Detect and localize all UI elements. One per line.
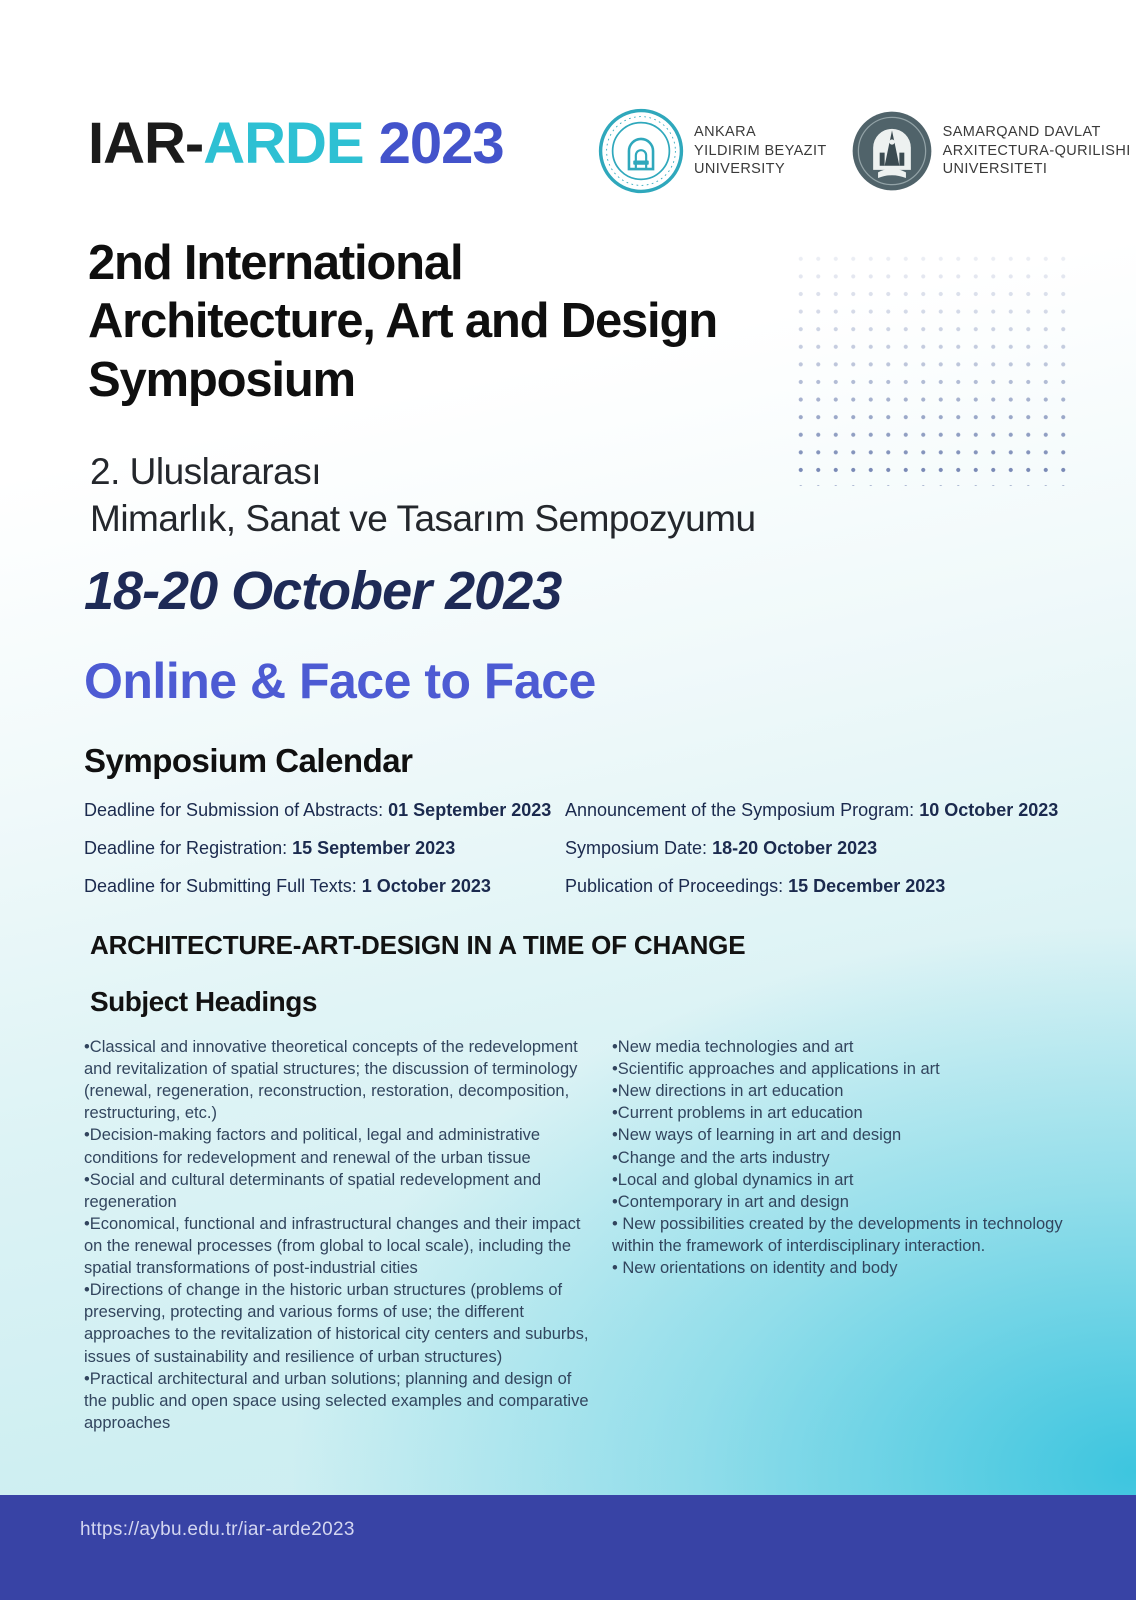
samgasu-university-seal-icon: [851, 110, 933, 192]
aybu-university-seal-icon: [598, 108, 684, 194]
calendar-label: Deadline for Submission of Abstracts:: [84, 800, 389, 820]
title-line2: Architecture, Art and Design: [88, 294, 717, 349]
partner-aybu-line3: UNIVERSITY: [694, 161, 786, 178]
brand-wordmark: [88, 110, 504, 177]
brand-part-iar: IAR-: [88, 111, 204, 176]
calendar-row: [84, 838, 554, 859]
calendar-row: [565, 838, 1085, 859]
brand-part-year: 2023: [363, 111, 504, 176]
subject-item: •Social and cultural determinants of spatial redevelopment and regeneration: [84, 1170, 542, 1211]
calendar-column-right: [565, 800, 1085, 914]
calendar-label: Announcement of the Symposium Program:: [565, 800, 920, 820]
poster-title: [88, 234, 717, 409]
calendar-row: [84, 876, 554, 897]
partner-samgasu-line1: SAMARQAND DAVLAT: [942, 123, 1101, 140]
subject-item: •Current problems in art education: [612, 1104, 863, 1123]
theme-heading: ARCHITECTURE-ART-DESIGN IN A TIME OF CHANGE: [90, 930, 746, 960]
calendar-value: 01 September 2023: [388, 800, 552, 820]
partner-aybu-name: [694, 123, 827, 180]
partner-samgasu: [851, 110, 1131, 192]
calendar-row: [565, 800, 1085, 821]
subjects-heading: Subject Headings: [90, 986, 317, 1017]
subject-item: •New ways of learning in art and design: [612, 1126, 902, 1145]
footer-bar: [0, 1495, 1136, 1600]
partner-logos: [598, 108, 1131, 194]
partner-samgasu-line3: UNIVERSITETI: [942, 161, 1048, 178]
partner-samgasu-name: [943, 123, 1131, 180]
calendar-heading: Symposium Calendar: [84, 742, 413, 779]
subtitle-line1: 2. Uluslararası: [90, 451, 322, 492]
calendar-row: [565, 876, 1085, 897]
subject-item: •Practical architectural and urban solutions; planning and design of the public and open space using selected examples and comparative approaches: [84, 1369, 589, 1432]
calendar-value: 18-20 October 2023: [712, 838, 878, 858]
subject-item: • New possibilities created by the developments in technology within the framework of interdisciplinary interaction.: [612, 1214, 1063, 1255]
calendar-row: [84, 800, 554, 821]
subject-item: • New orientations on identity and body: [612, 1259, 898, 1278]
calendar-column-left: [84, 800, 554, 914]
subject-item: •Economical, functional and infrastructural changes and their impact on the renewal processes (from global to local scale), including the spatial transformations of post-industrial cities: [84, 1214, 581, 1278]
event-dates: 18-20 October 2023: [84, 561, 562, 621]
subject-list-left: [84, 1036, 592, 1434]
poster-subtitle-turkish: [90, 448, 756, 543]
brand-part-arde: ARDE: [203, 111, 364, 176]
title-line3: Symposium: [88, 352, 355, 407]
subject-item: •Change and the arts industry: [612, 1148, 830, 1167]
subject-item: •Local and global dynamics in art: [612, 1170, 854, 1189]
subject-item: •Scientific approaches and applications in art: [612, 1060, 940, 1079]
calendar-label: Deadline for Registration:: [84, 838, 293, 858]
calendar-label: Publication of Proceedings:: [565, 876, 789, 896]
subject-item: •Decision-making factors and political, legal and administrative conditions for redevelopment and renewal of the urban tissue: [84, 1126, 541, 1167]
subject-item: •New directions in art education: [612, 1082, 844, 1101]
title-line1: 2nd International: [88, 236, 463, 290]
calendar-value: 1 October 2023: [361, 876, 491, 896]
subject-item: •New media technologies and art: [612, 1038, 854, 1056]
calendar-value: 15 September 2023: [292, 838, 456, 858]
partner-samgasu-line2: ARXITECTURA-QURILISHI: [942, 142, 1131, 159]
symposium-url: https://aybu.edu.tr/iar-arde2023: [80, 1519, 355, 1540]
partner-aybu-line1: ANKARA: [694, 123, 757, 140]
calendar-label: Symposium Date:: [565, 838, 713, 858]
partner-aybu: [598, 108, 827, 194]
partner-aybu-line2: YILDIRIM BEYAZIT: [694, 142, 827, 159]
subtitle-line2: Mimarlık, Sanat ve Tasarım Sempozyumu: [90, 498, 756, 540]
subject-list-right: [612, 1036, 1074, 1279]
calendar-value: 10 October 2023: [919, 800, 1059, 820]
subject-item: •Directions of change in the historic urban structures (problems of preserving, protecting and various forms of use; the different approaches to the revitalization of historical city centers and suburbs, issues of sustainability and resilience of urban structures): [84, 1281, 589, 1366]
dot-grid-decoration: [788, 246, 1069, 486]
subject-item: •Classical and innovative theoretical concepts of the redevelopment and revitalization of spatial structures; the discussion of terminology (renewal, regeneration, reconstruction, restoration, decomposition, restructuring, etc.): [84, 1038, 578, 1123]
subject-item: •Contemporary in art and design: [612, 1192, 849, 1211]
calendar-value: 15 December 2023: [788, 876, 946, 896]
calendar-label: Deadline for Submitting Full Texts:: [84, 876, 362, 896]
event-mode: Online & Face to Face: [84, 653, 596, 709]
